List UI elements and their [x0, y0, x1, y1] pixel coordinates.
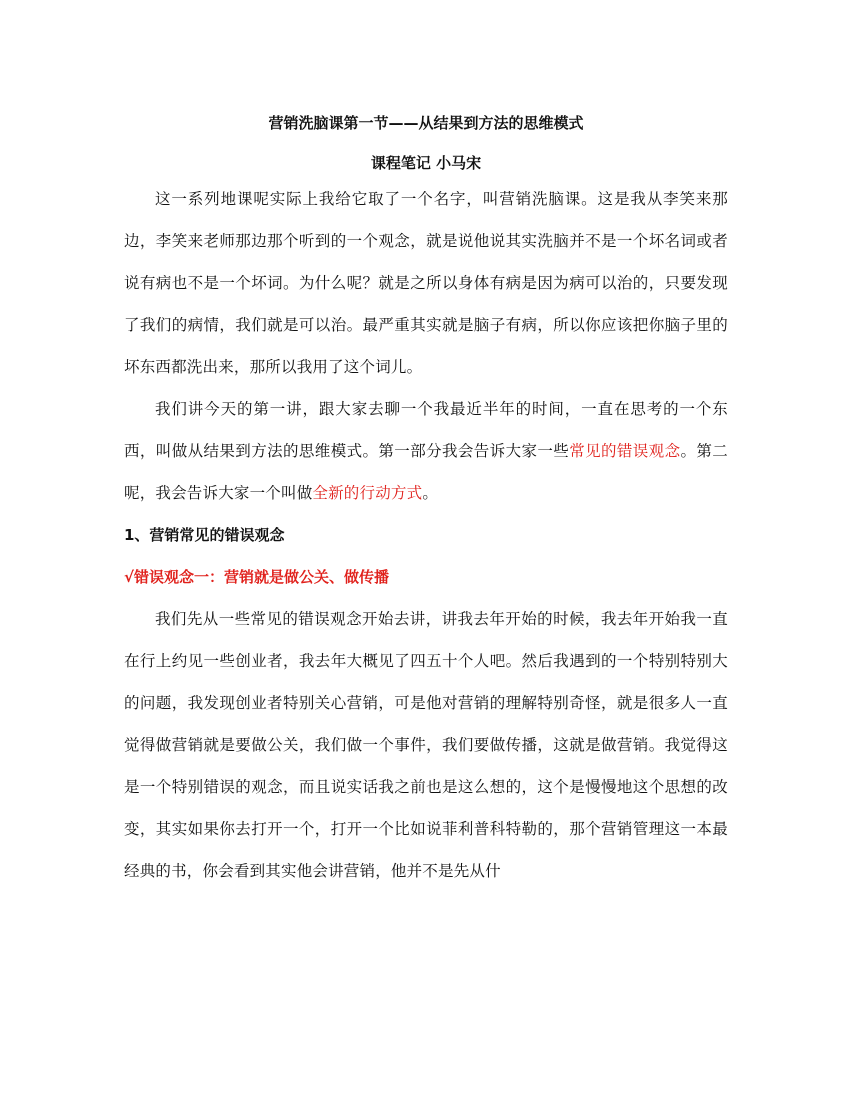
overview-highlight-misconceptions: 常见的错误观念 — [569, 442, 681, 460]
overview-text-1: 我们讲今天的第一讲，跟大家去聊一个我最近半年的时间，一直在思考的一个东西，叫做从结果到方法的思维模式。第一部分我会告诉大家一些 — [124, 400, 728, 460]
overview-highlight-new-action: 全新的行动方式 — [312, 484, 423, 502]
section1-heading: 1、营销常见的错误观念 — [124, 526, 285, 544]
document-title: 营销洗脑课第一节——从结果到方法的思维模式 — [268, 114, 584, 132]
document-subtitle: 课程笔记 小马宋 — [370, 154, 482, 172]
overview-text-3: 。 — [422, 484, 439, 502]
misconception1-heading: √错误观念一：营销就是做公关、做传播 — [124, 568, 390, 586]
misconception1-paragraph: 我们先从一些常见的错误观念开始去讲，讲我去年开始的时候，我去年开始我一直在行上约见一些创业者，我去年大概见了四五十个人吧。然后我遇到的一个特别特别大的问题，我发现创业者特别关心营销，可是他对营销的理解特别奇怪，就是很多人一直觉得做营销就是要做公关，我们做一个事件，我们要做传播，这就是做营销。我觉得这是一个特别错误的观念，而且说实话我之前也是这么想的，这个是慢慢地这个思想的改变，其实如果你去打开一个，打开一个比如说菲利普科特勒的，那个营销管理这一本最经典的书，你会看到其实他会讲营销，他并不是先从什 — [124, 610, 728, 880]
overview-paragraph — [124, 388, 728, 514]
overview-text-2: 。第二呢，我会告诉大家一个叫做 — [124, 442, 728, 502]
document-page — [124, 108, 728, 892]
intro-paragraph: 这一系列地课呢实际上我给它取了一个名字，叫营销洗脑课。这是我从李笑来那边，李笑来老师那边那个听到的一个观念，就是说他说其实洗脑并不是一个坏名词或者说有病也不是一个坏词。为什么呢？就是之所以身体有病是因为病可以治的，只要发现了我们的病情，我们就是可以治。最严重其实就是脑子有病，所以你应该把你脑子里的坏东西都洗出来，那所以我用了这个词儿。 — [124, 190, 728, 376]
